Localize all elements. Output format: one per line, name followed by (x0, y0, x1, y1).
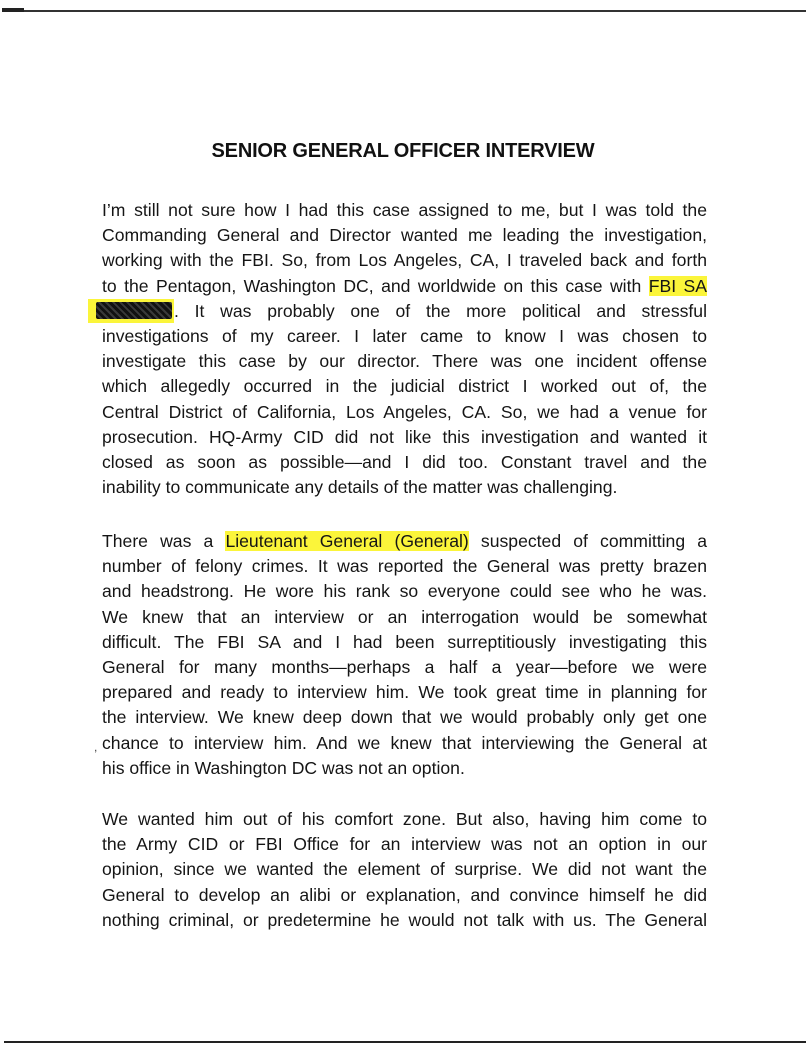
text-line: investigate this case by our director. There was one incident offense (102, 351, 707, 372)
scan-artifact: , (94, 740, 98, 754)
text-line: We knew that an interview or an interrogation would be somewhat (102, 606, 707, 627)
highlighted-text: FBI SA (648, 275, 707, 296)
highlighted-text: Lieutenant General (General) (225, 531, 469, 551)
text-line: his office in Washington DC was not an option. (102, 757, 465, 778)
text-line: which allegedly occurred in the judicial district I worked out of, the (102, 376, 707, 397)
paragraph-3 (102, 807, 707, 933)
text-line-with-highlight (102, 529, 707, 554)
text-line: difficult. The FBI SA and I had been surreptitiously investigating this (102, 631, 707, 652)
redaction-block (96, 302, 172, 319)
text-line: working with the FBI. So, from Los Angeles, CA, I traveled back and forth (102, 250, 707, 271)
paragraph-2 (102, 529, 707, 781)
text-segment: It was probably one of the more political and stressful (194, 300, 707, 321)
text-line: closed as soon as possible—and I did too. Constant travel and the (102, 452, 707, 473)
text-line: General to develop an alibi or explanation, and convince himself he did (102, 884, 707, 905)
text-line: General for many months—perhaps a half a year—before we were (102, 657, 707, 678)
page-title: SENIOR GENERAL OFFICER INTERVIEW (211, 140, 595, 162)
text-segment: suspected of committing a (480, 531, 708, 551)
text-line: investigations of my career. I later came to know I was chosen to (102, 326, 707, 347)
text-line: prepared and ready to interview him. We took great time in planning for (102, 682, 707, 703)
scan-top-border (4, 10, 806, 12)
text-line: nothing criminal, or predetermine he would not talk with us. The General (102, 909, 707, 930)
text-line: Commanding General and Director wanted me leading the investigation, (102, 225, 707, 246)
paragraph-1 (102, 198, 707, 500)
text-line: I’m still not sure how I had this case assigned to me, but I was told the (102, 200, 707, 220)
text-line-with-redaction (102, 299, 707, 324)
text-line: inability to communicate any details of the matter was challenging. (102, 477, 618, 498)
text-line: the Army CID or FBI Office for an interview was not an option in our (102, 834, 707, 855)
text-line: the interview. We knew deep down that we would probably only get one (102, 707, 707, 728)
scan-corner-mark (2, 8, 24, 12)
text-segment: There was a (102, 531, 214, 551)
text-line: number of felony crimes. It was reported the General was pretty brazen (102, 556, 707, 577)
text-segment: . (174, 300, 179, 321)
text-line: We wanted him out of his comfort zone. But also, having him come to (102, 809, 707, 829)
text-segment: to the Pentagon, Washington DC, and worldwide on this case with (102, 275, 642, 296)
text-line: opinion, since we wanted the element of surprise. We did not want the (102, 859, 707, 880)
scan-bottom-border (4, 1041, 806, 1043)
text-line: chance to interview him. And we knew that interviewing the General at (102, 732, 707, 753)
text-line: prosecution. HQ-Army CID did not like this investigation and wanted it (102, 426, 707, 447)
redaction-highlight (88, 299, 174, 323)
text-line: and headstrong. He wore his rank so everyone could see who he was. (102, 581, 707, 602)
text-line: Central District of California, Los Angeles, CA. So, we had a venue for (102, 401, 707, 422)
text-line-with-highlight (102, 274, 707, 299)
